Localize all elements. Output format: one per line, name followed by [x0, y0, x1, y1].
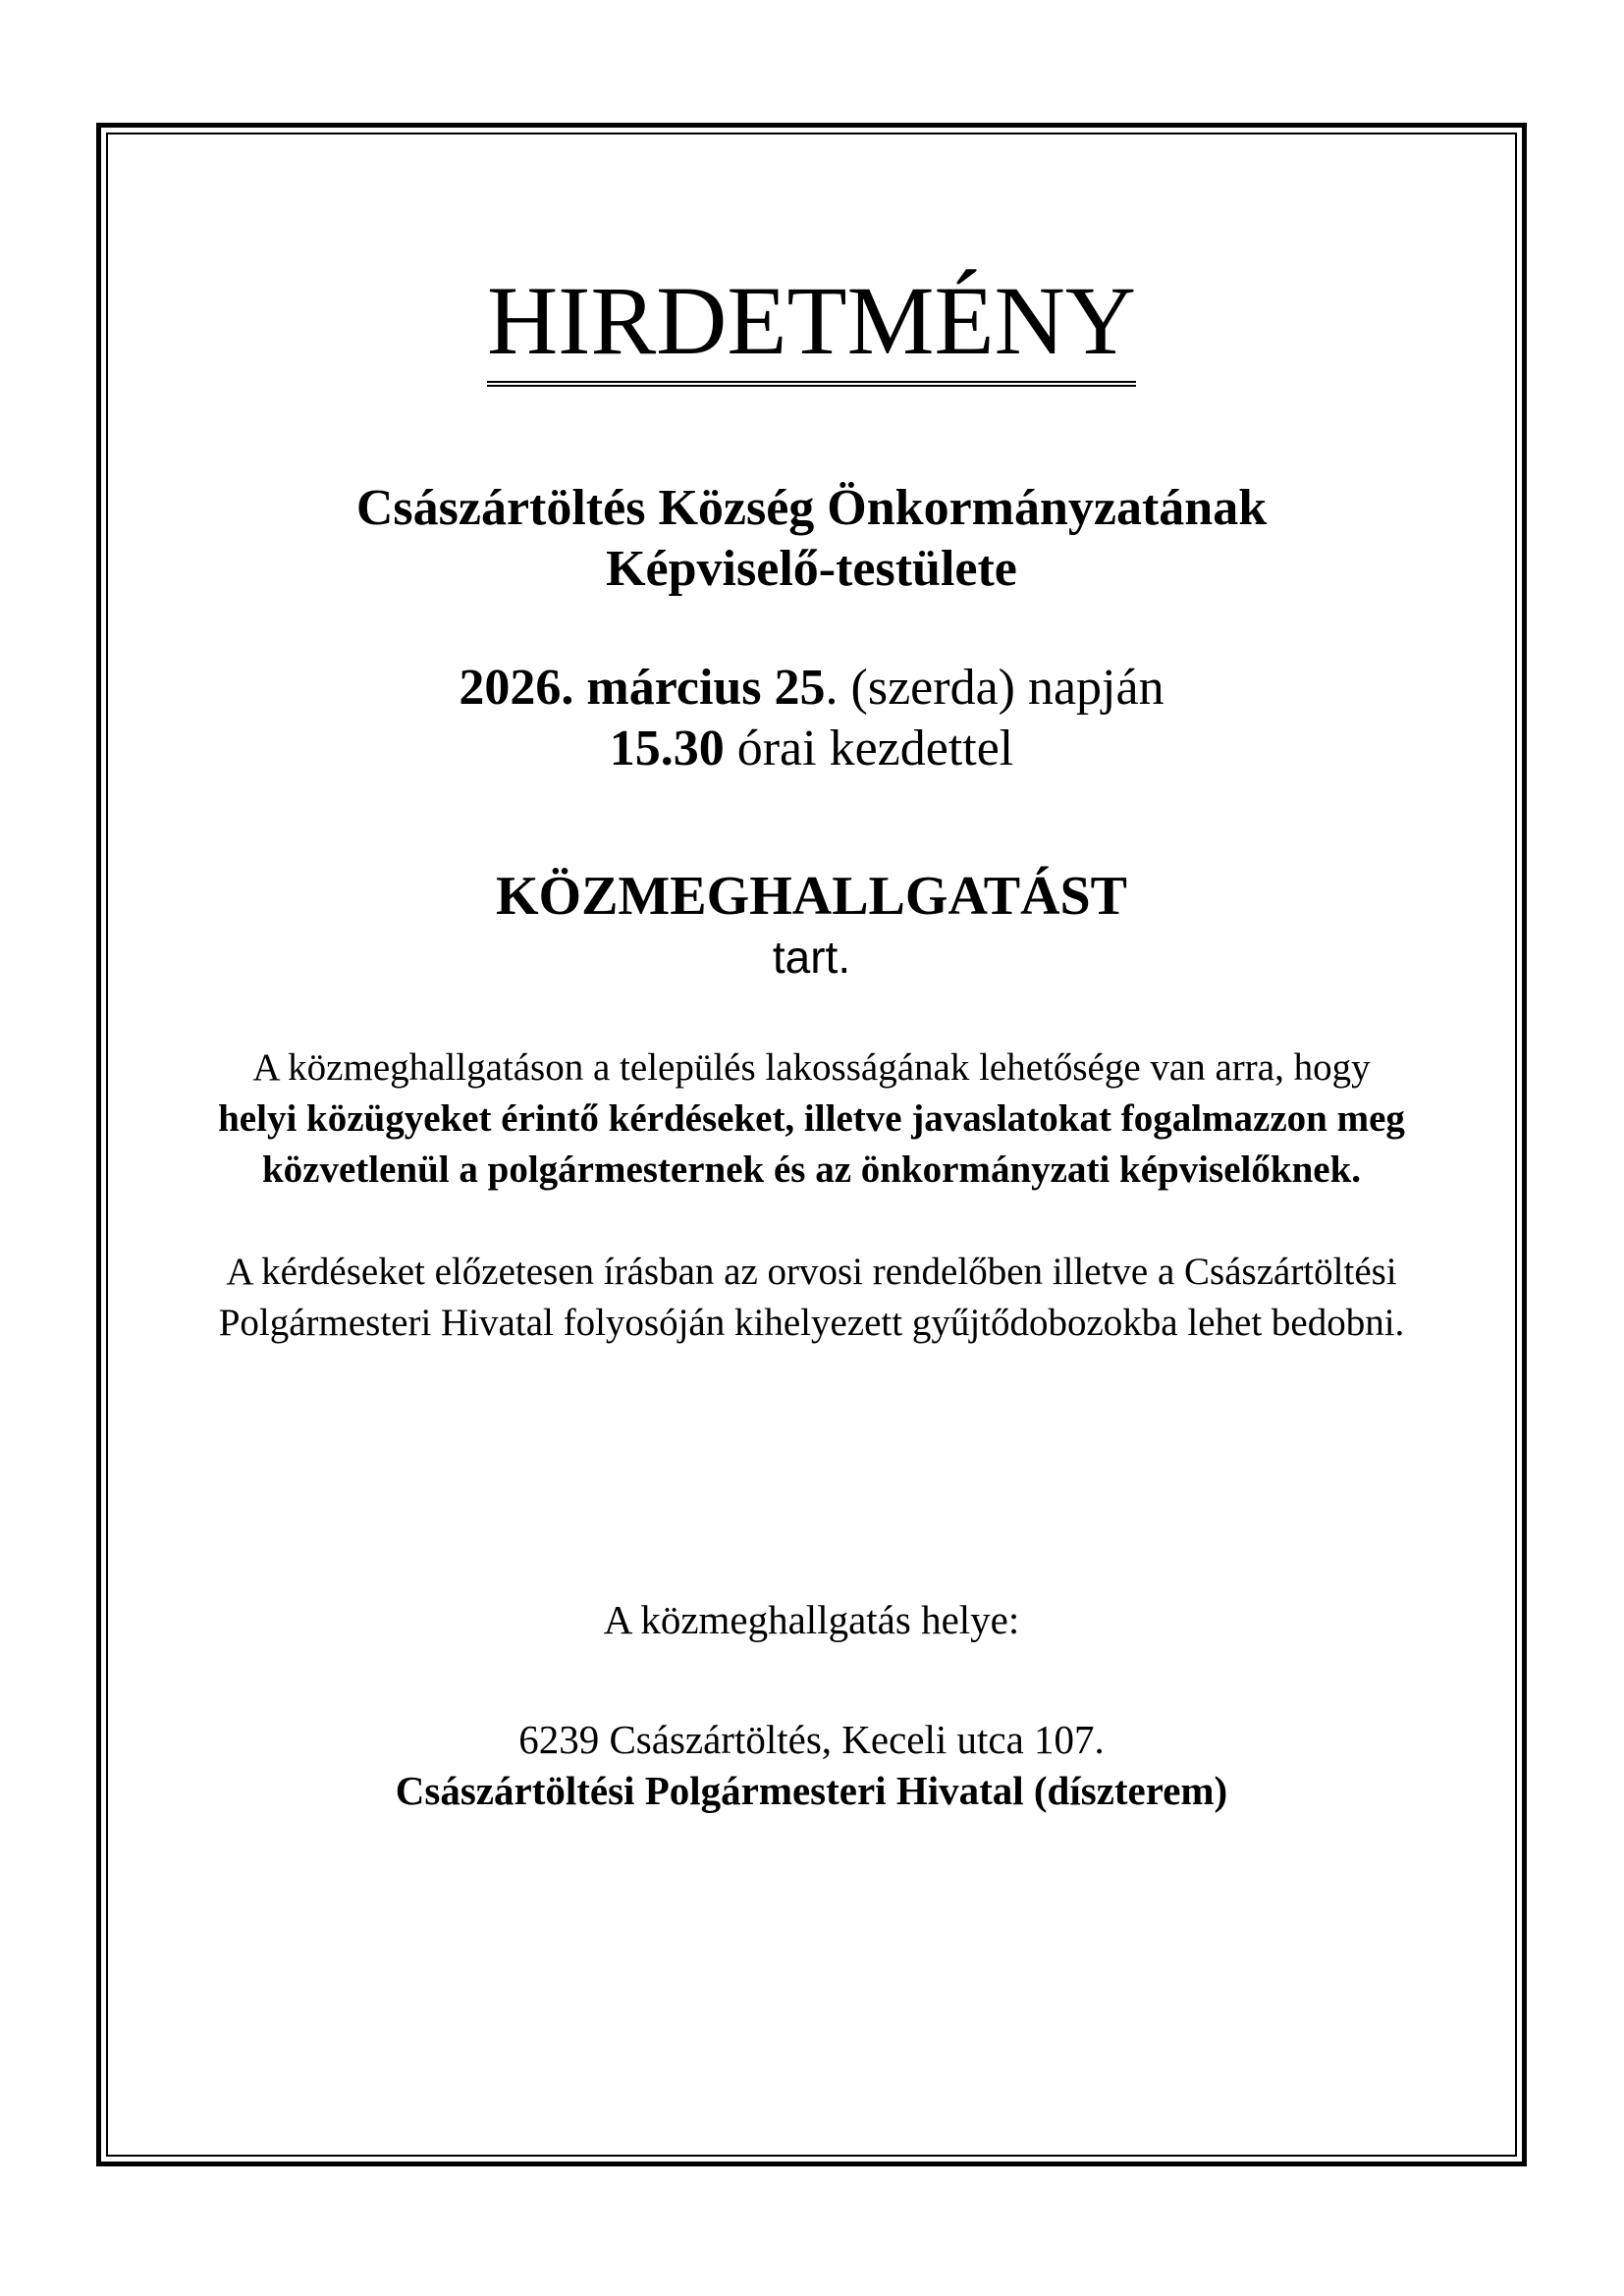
public-hearing-verb: tart. — [772, 932, 851, 983]
public-hearing-title: KÖZMEGHALLGATÁST — [495, 866, 1128, 927]
public-hearing — [108, 866, 1515, 988]
meeting-time-bold: 15.30 — [609, 721, 725, 776]
organization — [108, 478, 1515, 600]
paragraph-questions — [108, 1247, 1515, 1349]
paragraph-purpose-line-2: helyi közügyeket érintő kérdéseket, illetve javaslatokat fogalmazzon meg — [218, 1097, 1405, 1140]
paragraph-questions-line-1: A kérdéseket előzetesen írásban az orvosi rendelőben illetve a Császártöltési — [226, 1251, 1397, 1293]
location-venue: Császártöltési Polgármesteri Hivatal (díszterem) — [395, 1768, 1228, 1813]
paragraph-purpose — [108, 1042, 1515, 1196]
meeting-date-rest: . (szerda) napján — [825, 660, 1164, 716]
meeting-time-rest: órai kezdettel — [724, 721, 1014, 776]
location-address: 6239 Császártöltés, Keceli utca 107. — [518, 1717, 1105, 1762]
notice-title-block — [108, 267, 1515, 387]
meeting-date-bold: 2026. március 25 — [459, 660, 826, 716]
paragraph-purpose-line-1: A közmeghallgatáson a település lakosságának lehetősége van arra, hogy — [252, 1046, 1371, 1089]
location — [108, 1714, 1515, 1816]
notice-title: HIRDETMÉNY — [487, 267, 1136, 387]
meeting-datetime — [108, 658, 1515, 779]
location-label: A közmeghallgatás helye: — [603, 1597, 1020, 1642]
meeting-time — [108, 719, 1515, 779]
paragraph-purpose-line-3: közvetlenül a polgármesternek és az önkormányzati képviselőknek. — [261, 1148, 1362, 1191]
organization-line-2: Képviselő-testülete — [606, 541, 1017, 597]
organization-line-1: Császártöltés Község Önkormányzatának — [355, 480, 1268, 536]
paragraph-questions-line-2: Polgármesteri Hivatal folyosóján kihelyezett gyűjtődobozokba lehet bedobni. — [218, 1302, 1405, 1344]
meeting-date — [108, 658, 1515, 719]
